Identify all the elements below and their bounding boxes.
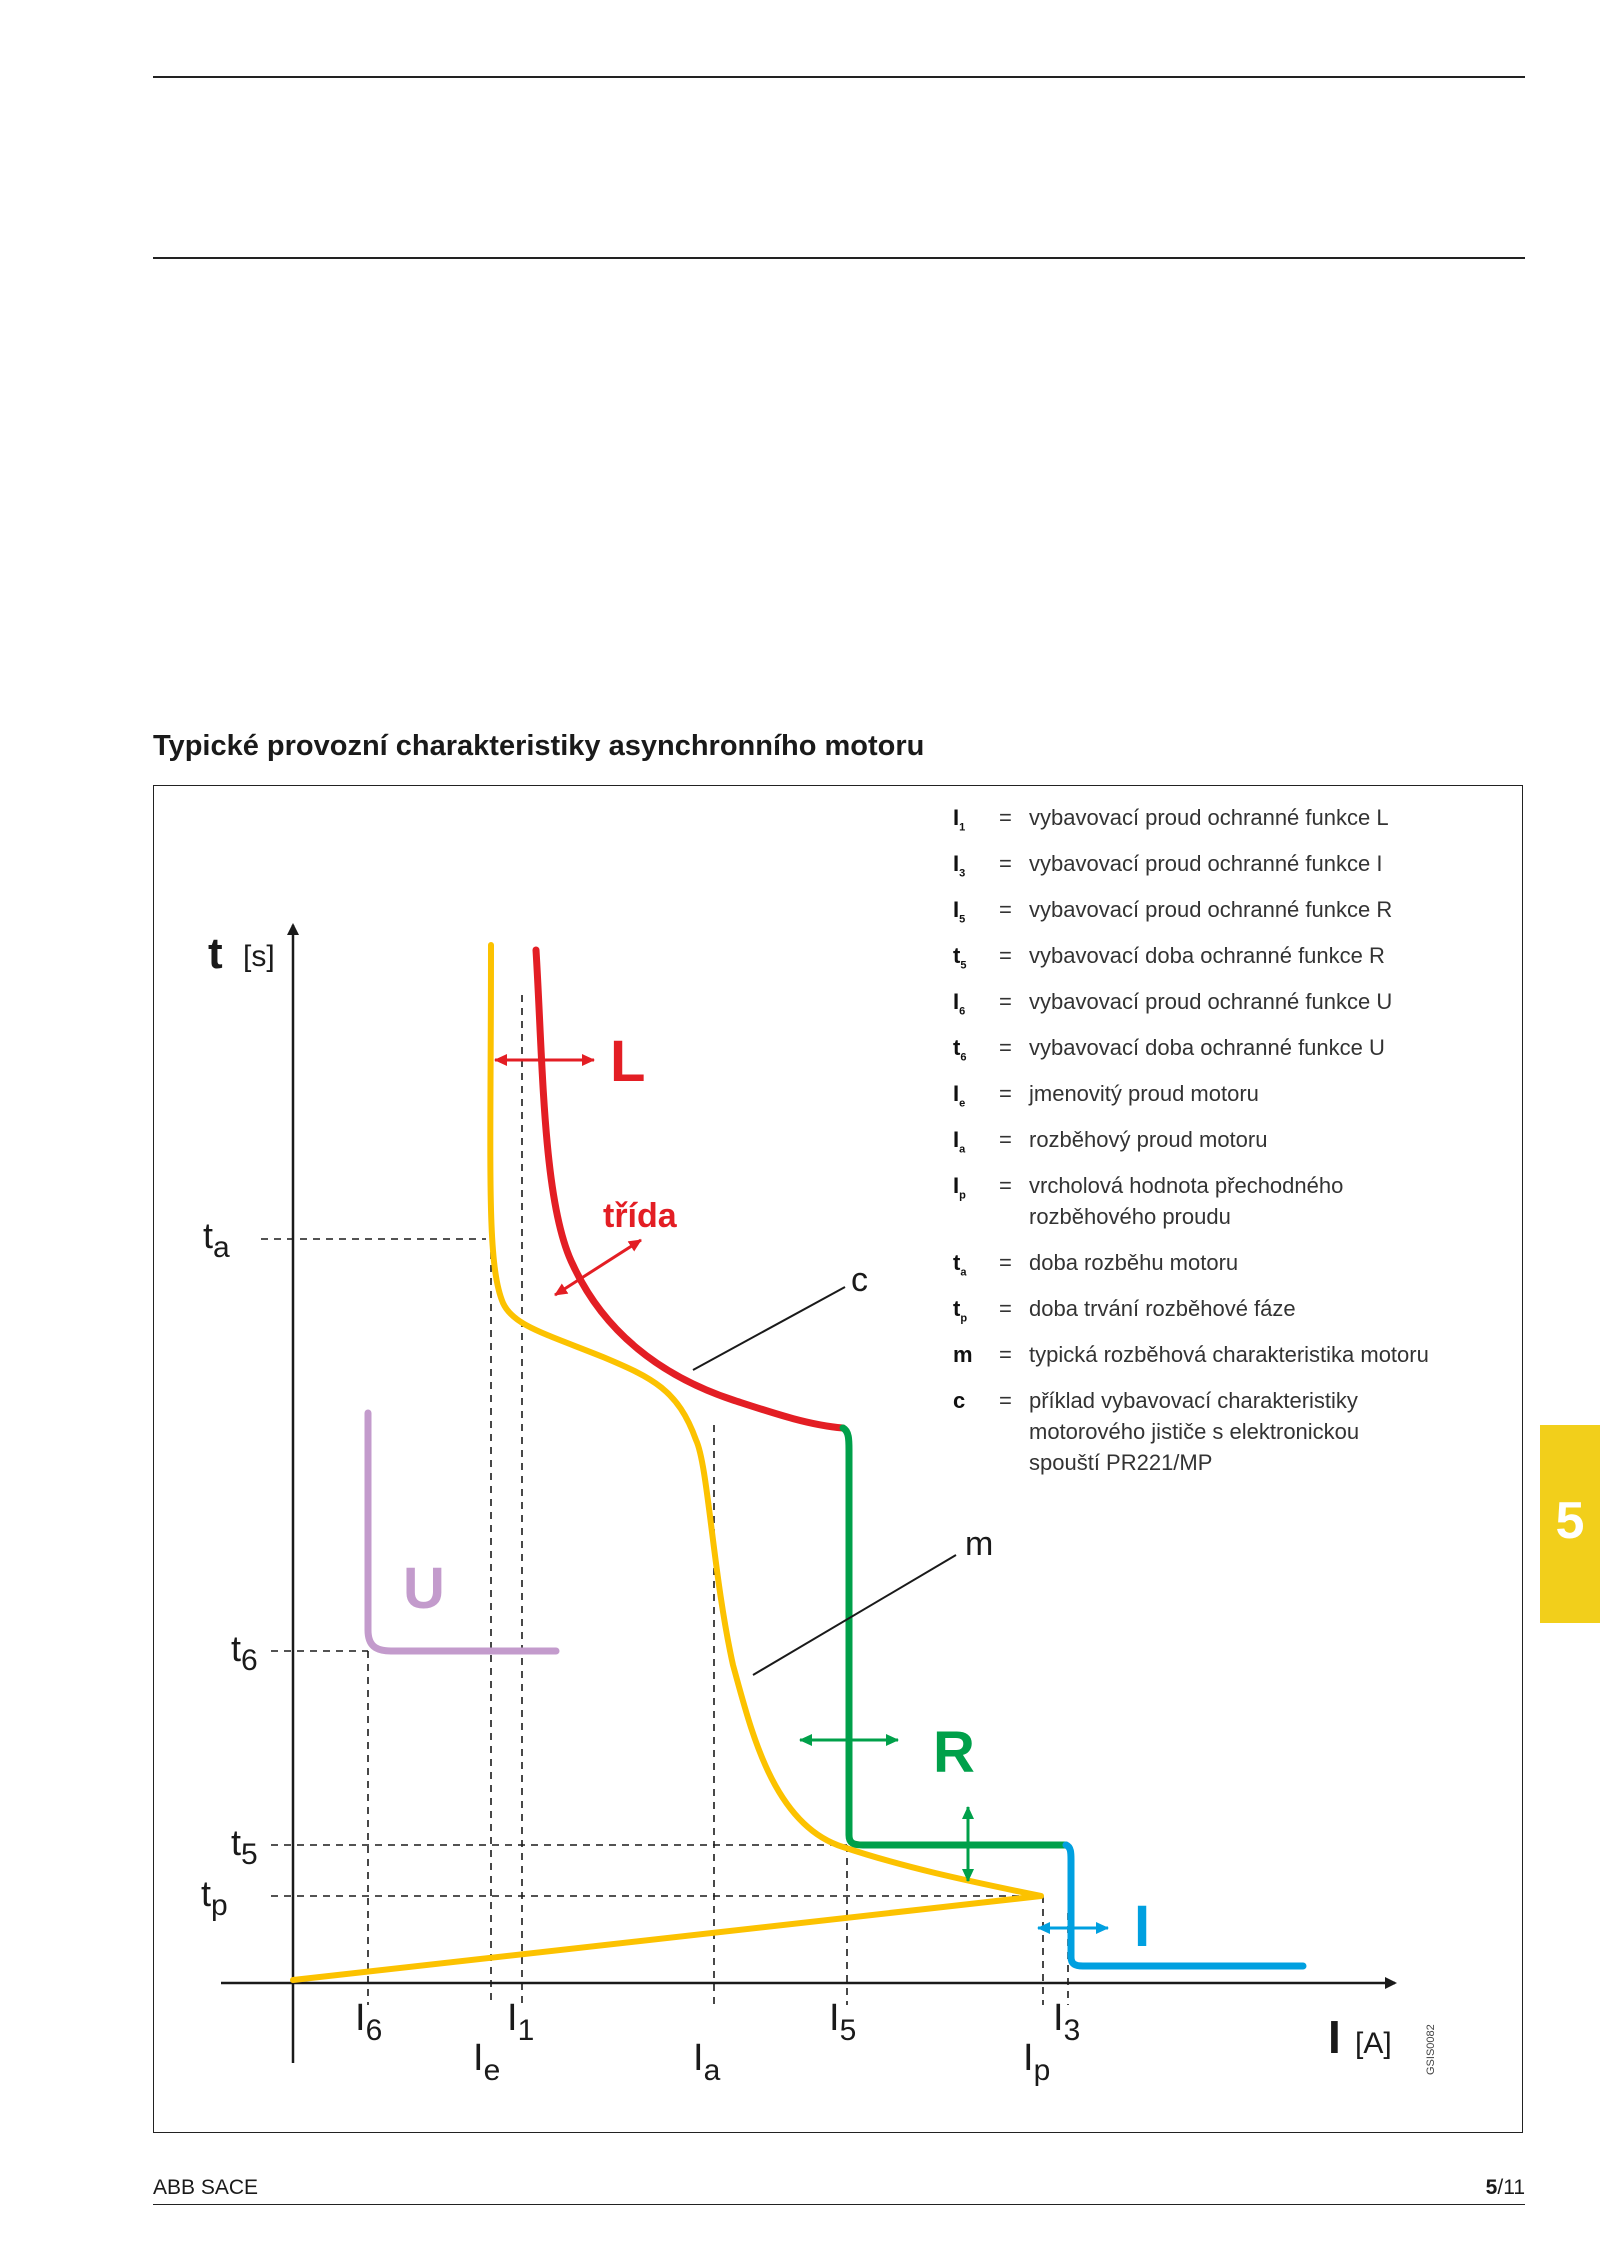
footer-rule [153,2204,1525,2205]
tick-I-1: I1 [507,1997,535,2047]
tick-I-a: Ia [693,2037,721,2087]
x-axis-unit: [A] [1355,2027,1392,2060]
tick-t-a: ta [203,1215,230,1264]
curve-m-motor-start [293,945,1041,1980]
chapter-number: 5 [1555,1492,1585,1550]
header-rule-top [153,76,1525,78]
x-axis-symbol: I [1328,2011,1341,2063]
chapter-tab [1540,1425,1600,1623]
curve-I [1066,1845,1303,1966]
page-number: 5/11 [1485,2176,1525,2199]
figure-code: GSIS0082 [1425,2024,1437,2075]
tick-I-e: Ie [473,2037,501,2087]
label-R: R [933,1720,975,1785]
leader-m [753,1555,956,1675]
footer-company: ABB SACE [153,2176,259,2199]
y-axis-symbol: t [208,929,223,978]
leader-c [693,1287,845,1370]
curve-L [536,950,843,1428]
tick-I-p: Ip [1023,2037,1051,2087]
curve-U [368,1413,556,1651]
label-m: m [965,1525,994,1563]
header-rule-bottom [153,257,1525,259]
tick-I-6: I6 [355,1997,383,2047]
tick-t-5: t5 [231,1822,258,1871]
label-L: L [610,1029,646,1094]
label-U: U [403,1556,445,1621]
y-axis-unit: [s] [243,940,275,973]
tick-I-5: I5 [829,1997,857,2047]
tick-t-6: t6 [231,1628,258,1677]
page-title: Typické provozní charakteristiky asynchronního motoru [153,730,925,762]
tick-I-3: I3 [1053,1997,1081,2047]
reference-lines [261,995,1068,2005]
label-c: c [851,1261,868,1299]
tick-t-p: tp [201,1873,228,1922]
label-I: I [1134,1894,1151,1959]
label-trida: třída [603,1197,677,1235]
